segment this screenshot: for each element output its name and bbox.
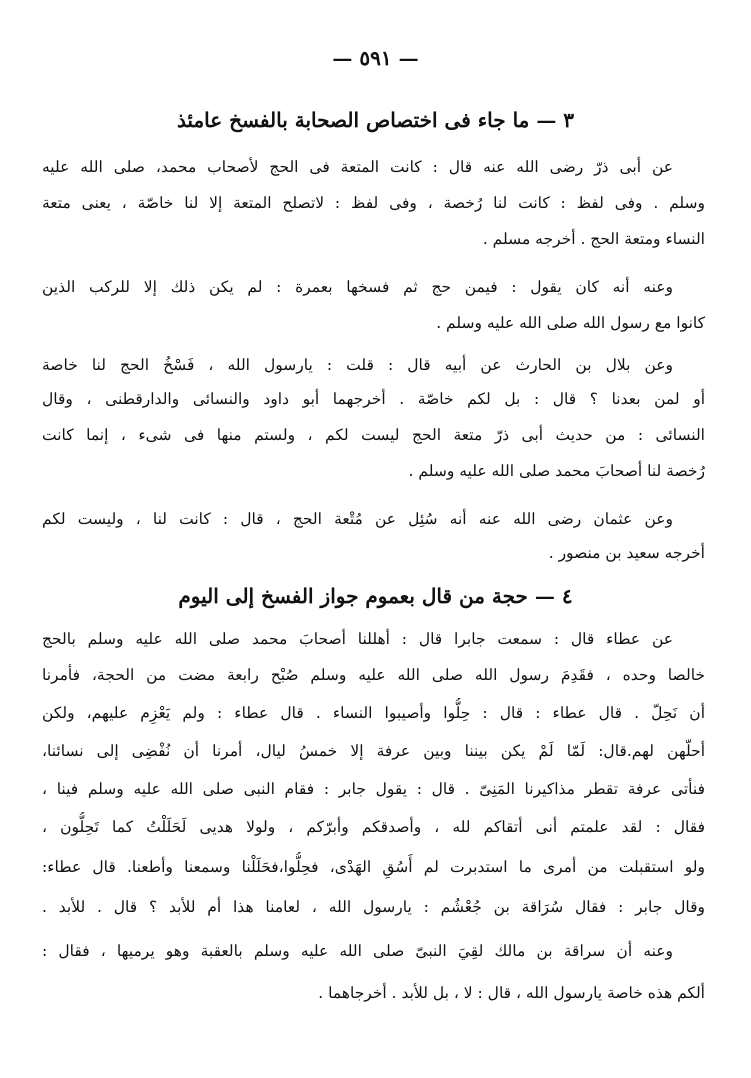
text-line: عن عطاء قال : سمعت جابرا قال : أهللنا أصحابَ محمد صلى الله عليه وسلم بالحج — [42, 630, 673, 648]
text-line: وعنه أن سراقة بن مالك لقِيَ النبىّ صلى الله عليه وسلم بالعقبة وهو يرميها ، فقال : — [42, 942, 673, 960]
text-line: فقال : لقد علمتم أنى أتقاكم لله ، وأصدقكم وأبرّكم ، ولولا هديى لَحَلَلْتُ كما تَحِلُّون ، — [42, 818, 705, 836]
section-heading: ٣ — ما جاء فى اختصاص الصحابة بالفسخ عامئذ — [176, 108, 575, 132]
text-line: وعنه أنه كان يقول : فيمن حج ثم فسخها بعمرة : لم يكن ذلك إلا للركب الذين — [42, 278, 673, 296]
page-number: — ٥٩١ — — [332, 46, 419, 70]
text-line: وعن عثمان رضى الله عنه أنه سُئِل عن مُتْعة الحج ، قال : كانت لنا ، وليست لكم — [42, 510, 673, 528]
text-line: النساء ومتعة الحج . أخرجه مسلم . — [482, 230, 705, 248]
text-line: أحلّهن لهم.قال: لَمّا لَمْ يكن بيننا وبين عرفة إلا خمسُ ليال، أمرنا أن نُفْضِى إلى نسائنا، — [42, 742, 705, 760]
text-line: ألكم هذه خاصة يارسول الله ، قال : لا ، بل للأبد . أخرجاهما . — [318, 984, 705, 1002]
section-heading: ٤ — حجة من قال بعموم جواز الفسخ إلى اليوم — [178, 584, 573, 608]
text-line: أن نَحِلّ . قال عطاء : قال : حِلُّوا وأصيبوا النساء . قال عطاء : ولم يَعْزِم عليهم، ولكن — [42, 704, 705, 722]
text-line: وعن بلال بن الحارث عن أبيه قال : قلت : يارسول الله ، فَسْخُ الحج لنا خاصة — [42, 356, 673, 374]
text-line: فنأتى عرفة تقطر مذاكيرنا المَنِىّ . قال : يقول جابر : فقام النبى صلى الله عليه وسلم فينا ، — [42, 780, 705, 798]
text-line: وقال جابر : فقال سُرَاقة بن جُعْشُم : يارسول الله ، لعامنا هذا أم للأبد ؟ قال . للأبد . — [42, 898, 705, 916]
text-line: رُخصة لنا أصحابَ محمد صلى الله عليه وسلم . — [408, 462, 705, 480]
text-line: خالصا وحده ، فقَدِمَ رسول الله صلى الله عليه وسلم صُبْح رابعة مضت من الحجة، فأمرنا — [42, 666, 705, 684]
text-line: كانوا مع رسول الله صلى الله عليه وسلم . — [436, 314, 705, 332]
text-line: وسلم . وفى لفظ : كانت لنا رُخصة ، وفى لفظ : لاتصلح المتعة إلا لنا خاصّة ، يعنى متعة — [42, 194, 705, 212]
text-line: أو لمن بعدنا ؟ قال : بل لكم خاصّة . أخرجهما أبو داود والنسائى والدارقطنى ، وقال — [42, 390, 705, 408]
text-line: عن أبى ذرّ رضى الله عنه قال : كانت المتعة فى الحج لأصحاب محمد، صلى الله عليه — [42, 158, 673, 176]
text-line: النسائى : من حديث أبى ذرّ متعة الحج ليست لكم ، ولستم منها فى شىء ، إنما كانت — [42, 426, 705, 444]
text-line: أخرجه سعيد بن منصور . — [548, 544, 705, 562]
text-line: ولو استقبلت من أمرى ما استدبرت لم أَسُقِ الهَدْى، فحِلُّوا،فحَلَلْنا وسمعنا وأطعنا. قال عطاء: — [42, 858, 705, 876]
